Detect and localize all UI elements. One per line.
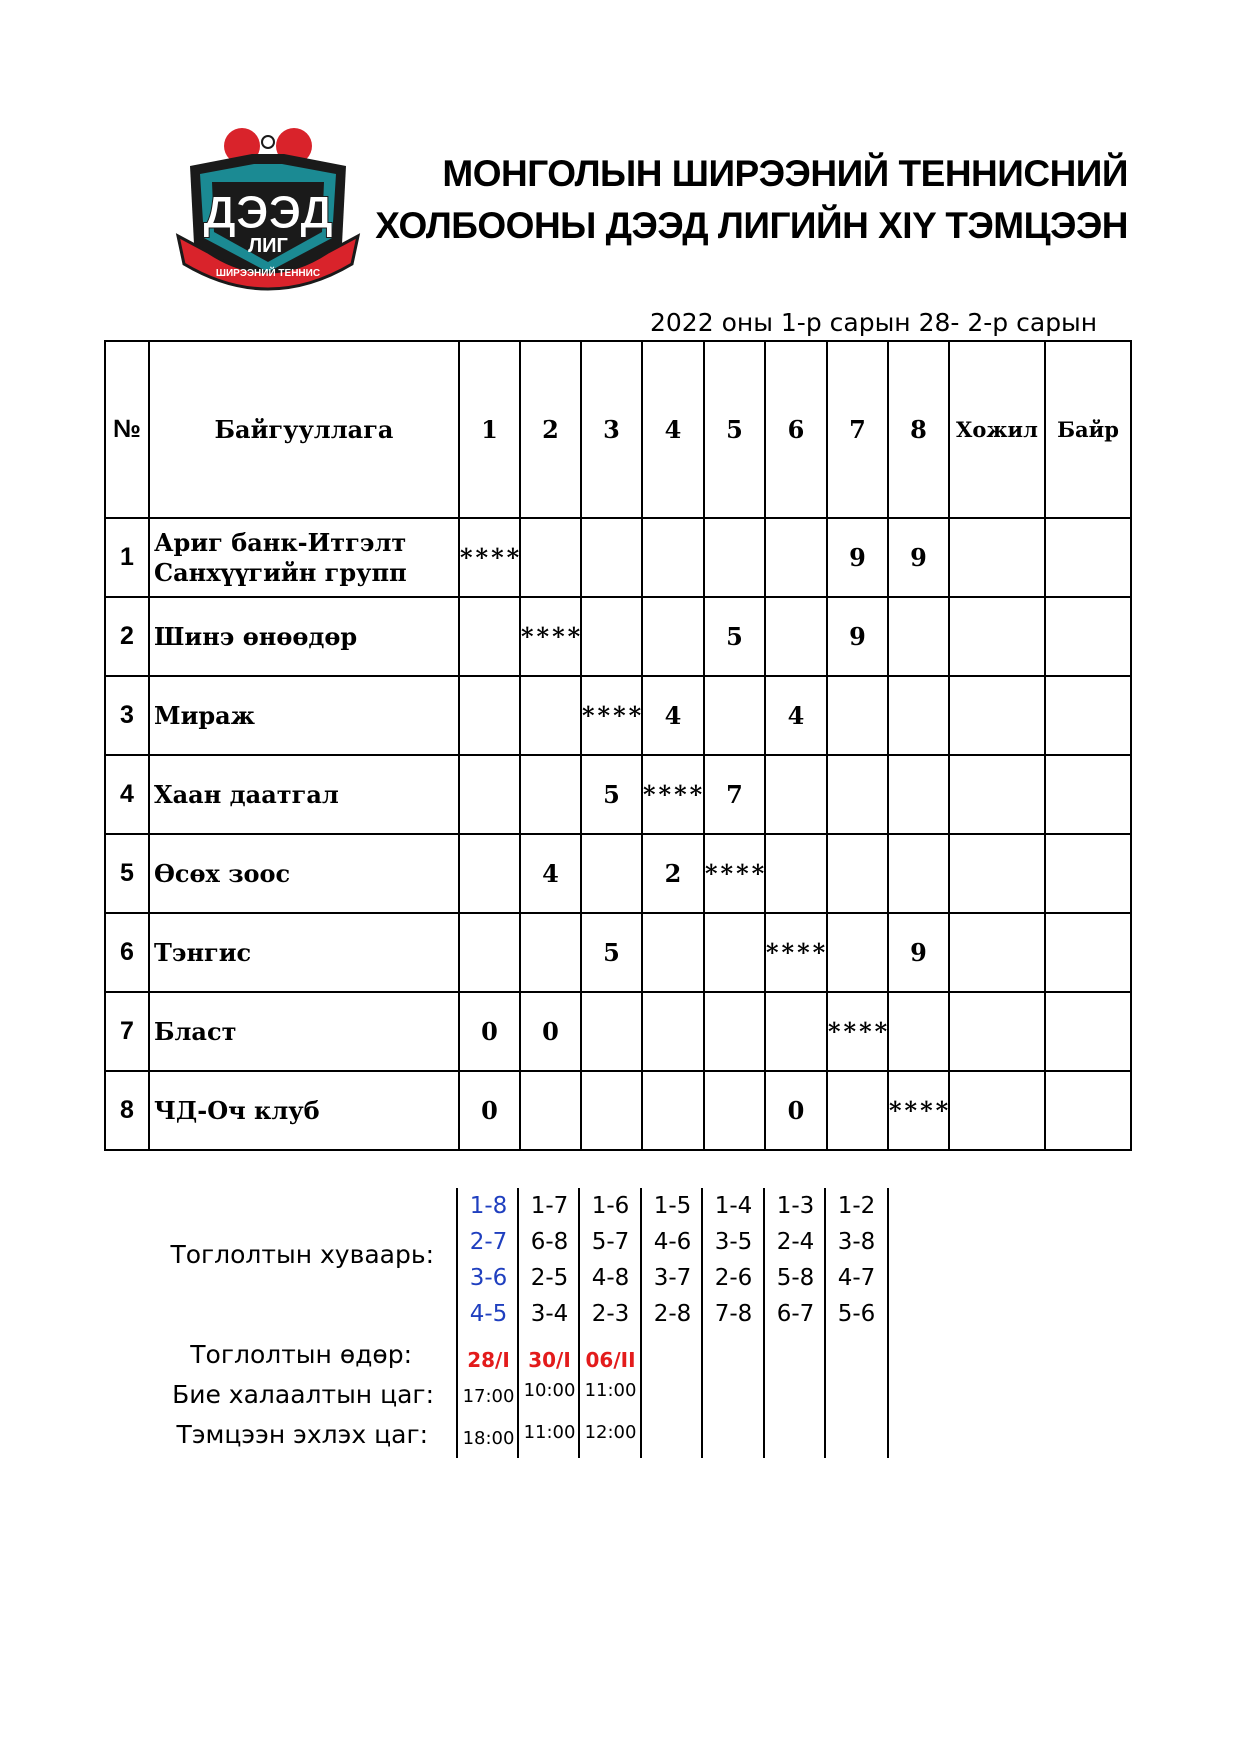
score-cell bbox=[827, 755, 888, 834]
table-row bbox=[105, 755, 1131, 834]
wins-cell bbox=[949, 834, 1045, 913]
start-time: 11:00 bbox=[523, 1422, 576, 1443]
schedule-round-column bbox=[763, 1188, 826, 1458]
warmup-time: 11:00 bbox=[584, 1380, 637, 1401]
score-cell: **** bbox=[888, 1071, 949, 1150]
score-cell bbox=[704, 1071, 765, 1150]
place-cell bbox=[1045, 1071, 1131, 1150]
match-pair: 3-7 bbox=[653, 1265, 692, 1291]
score-cell: 9 bbox=[827, 597, 888, 676]
score-cell bbox=[827, 913, 888, 992]
score-cell: 5 bbox=[704, 597, 765, 676]
match-pair: 2-5 bbox=[530, 1265, 569, 1291]
header-col-3: 3 bbox=[581, 341, 642, 518]
place-cell bbox=[1045, 755, 1131, 834]
score-cell: 4 bbox=[765, 676, 827, 755]
place-cell bbox=[1045, 518, 1131, 597]
score-cell: 5 bbox=[581, 755, 642, 834]
score-cell bbox=[459, 834, 520, 913]
warmup-time: 10:00 bbox=[523, 1380, 576, 1401]
score-cell: 9 bbox=[888, 913, 949, 992]
match-pair: 2-8 bbox=[653, 1301, 692, 1327]
table-row bbox=[105, 518, 1131, 597]
score-cell bbox=[765, 597, 827, 676]
score-cell: 5 bbox=[581, 913, 642, 992]
match-pair: 6-7 bbox=[776, 1301, 815, 1327]
row-number: 2 bbox=[105, 597, 149, 676]
place-cell bbox=[1045, 676, 1131, 755]
score-cell bbox=[888, 834, 949, 913]
score-cell bbox=[704, 992, 765, 1071]
score-cell bbox=[827, 676, 888, 755]
score-cell bbox=[642, 992, 704, 1071]
row-number: 5 bbox=[105, 834, 149, 913]
score-cell bbox=[520, 518, 581, 597]
match-pair: 1-3 bbox=[776, 1193, 815, 1219]
score-cell: **** bbox=[704, 834, 765, 913]
score-cell bbox=[642, 597, 704, 676]
score-cell bbox=[765, 755, 827, 834]
score-cell: 0 bbox=[459, 1071, 520, 1150]
team-name: ЧД-Оч клуб bbox=[149, 1071, 459, 1150]
schedule-label: Тоглолтын хуваарь: bbox=[170, 1240, 434, 1269]
score-cell bbox=[765, 834, 827, 913]
place-cell bbox=[1045, 834, 1131, 913]
match-pair: 2-4 bbox=[776, 1229, 815, 1255]
row-number: 6 bbox=[105, 913, 149, 992]
match-pair: 2-6 bbox=[714, 1265, 753, 1291]
match-pair: 4-6 bbox=[653, 1229, 692, 1255]
svg-text:ШИРЭЭНИЙ ТЕННИС: ШИРЭЭНИЙ ТЕННИС bbox=[215, 268, 321, 279]
warmup-time: 17:00 bbox=[462, 1386, 515, 1407]
wins-cell bbox=[949, 755, 1045, 834]
place-cell bbox=[1045, 992, 1131, 1071]
score-cell: 2 bbox=[642, 834, 704, 913]
table-row bbox=[105, 992, 1131, 1071]
header-row bbox=[105, 341, 1131, 518]
score-cell: 7 bbox=[704, 755, 765, 834]
score-cell bbox=[888, 676, 949, 755]
wins-cell bbox=[949, 597, 1045, 676]
score-cell: 9 bbox=[827, 518, 888, 597]
match-pair: 1-8 bbox=[469, 1193, 508, 1219]
score-cell: **** bbox=[459, 518, 520, 597]
score-cell bbox=[459, 597, 520, 676]
title-line-1: МОНГОЛЫН ШИРЭЭНИЙ ТЕННИСНИЙ bbox=[442, 153, 1128, 194]
svg-text:ЛИГ: ЛИГ bbox=[248, 235, 288, 257]
team-name: Хаан даатгал bbox=[149, 755, 459, 834]
match-day: 28/I bbox=[467, 1348, 510, 1372]
score-cell bbox=[581, 1071, 642, 1150]
document-title bbox=[375, 148, 1128, 252]
match-pair: 5-8 bbox=[776, 1265, 815, 1291]
wins-cell bbox=[949, 518, 1045, 597]
wins-cell bbox=[949, 913, 1045, 992]
score-cell bbox=[765, 992, 827, 1071]
match-pair: 2-7 bbox=[469, 1229, 508, 1255]
match-pair: 7-8 bbox=[714, 1301, 753, 1327]
score-cell: 0 bbox=[520, 992, 581, 1071]
match-pair: 3-6 bbox=[469, 1265, 508, 1291]
score-cell: 4 bbox=[520, 834, 581, 913]
team-name: Тэнгис bbox=[149, 913, 459, 992]
header-col-7: 7 bbox=[827, 341, 888, 518]
league-logo bbox=[172, 124, 364, 302]
match-pair: 5-7 bbox=[591, 1229, 630, 1255]
schedule-round-column bbox=[517, 1188, 580, 1458]
table-row bbox=[105, 1071, 1131, 1150]
wins-cell bbox=[949, 1071, 1045, 1150]
score-cell: **** bbox=[520, 597, 581, 676]
match-pair: 4-5 bbox=[469, 1301, 508, 1327]
header-col-2: 2 bbox=[520, 341, 581, 518]
title-line-2: ХОЛБООНЫ ДЭЭД ЛИГИЙН XIY ТЭМЦЭЭН bbox=[375, 205, 1128, 246]
svg-text:ДЭЭД: ДЭЭД bbox=[203, 186, 333, 238]
match-pair: 3-5 bbox=[714, 1229, 753, 1255]
match-day-label: Тоглолтын өдөр: bbox=[190, 1340, 412, 1369]
team-name: Шинэ өнөөдөр bbox=[149, 597, 459, 676]
header-col-4: 4 bbox=[642, 341, 704, 518]
match-pair: 2-3 bbox=[591, 1301, 630, 1327]
table-row bbox=[105, 597, 1131, 676]
team-name: Мираж bbox=[149, 676, 459, 755]
score-cell bbox=[704, 676, 765, 755]
score-cell bbox=[888, 755, 949, 834]
wins-cell bbox=[949, 676, 1045, 755]
match-pair: 1-6 bbox=[591, 1193, 630, 1219]
header-col-5: 5 bbox=[704, 341, 765, 518]
score-cell bbox=[642, 913, 704, 992]
schedule-round-column bbox=[824, 1188, 889, 1458]
team-name: Ариг банк-Итгэлт Санхүүгийн групп bbox=[149, 518, 459, 597]
score-cell bbox=[581, 834, 642, 913]
score-cell: 9 bbox=[888, 518, 949, 597]
score-cell: 0 bbox=[459, 992, 520, 1071]
score-cell bbox=[520, 913, 581, 992]
score-cell bbox=[581, 992, 642, 1071]
start-time: 18:00 bbox=[462, 1428, 515, 1449]
header-wins: Хожил bbox=[949, 341, 1045, 518]
score-cell bbox=[642, 518, 704, 597]
score-cell bbox=[888, 992, 949, 1071]
table-row bbox=[105, 676, 1131, 755]
date-range: 2022 оны 1-р сарын 28- 2-р сарын bbox=[650, 308, 1098, 337]
score-cell: 0 bbox=[765, 1071, 827, 1150]
match-pair: 6-8 bbox=[530, 1229, 569, 1255]
score-cell bbox=[704, 518, 765, 597]
score-cell bbox=[459, 676, 520, 755]
header-col-6: 6 bbox=[765, 341, 827, 518]
table-row bbox=[105, 834, 1131, 913]
place-cell bbox=[1045, 913, 1131, 992]
score-cell bbox=[827, 1071, 888, 1150]
match-pair: 5-6 bbox=[837, 1301, 876, 1327]
start-time-label: Тэмцээн эхлэх цаг: bbox=[176, 1420, 428, 1449]
team-name: Бласт bbox=[149, 992, 459, 1071]
score-cell bbox=[520, 676, 581, 755]
header-no: № bbox=[105, 341, 149, 518]
score-cell bbox=[459, 755, 520, 834]
header-col-1: 1 bbox=[459, 341, 520, 518]
wins-cell bbox=[949, 992, 1045, 1071]
place-cell bbox=[1045, 597, 1131, 676]
score-cell bbox=[765, 518, 827, 597]
match-day: 30/I bbox=[528, 1348, 571, 1372]
score-cell: **** bbox=[642, 755, 704, 834]
match-pair: 4-7 bbox=[837, 1265, 876, 1291]
row-number: 7 bbox=[105, 992, 149, 1071]
score-cell: **** bbox=[581, 676, 642, 755]
row-number: 3 bbox=[105, 676, 149, 755]
table-row bbox=[105, 913, 1131, 992]
standings-table bbox=[104, 340, 1132, 1151]
match-pair: 1-7 bbox=[530, 1193, 569, 1219]
match-day: 06/II bbox=[585, 1348, 636, 1372]
team-name: Өсөх зоос bbox=[149, 834, 459, 913]
score-cell: **** bbox=[827, 992, 888, 1071]
match-pair: 1-5 bbox=[653, 1193, 692, 1219]
score-cell: 4 bbox=[642, 676, 704, 755]
match-pair: 1-4 bbox=[714, 1193, 753, 1219]
header-place: Байр bbox=[1045, 341, 1131, 518]
score-cell: **** bbox=[765, 913, 827, 992]
score-cell bbox=[459, 913, 520, 992]
start-time: 12:00 bbox=[584, 1422, 637, 1443]
match-pair: 4-8 bbox=[591, 1265, 630, 1291]
warmup-time-label: Бие халаалтын цаг: bbox=[172, 1380, 434, 1409]
score-cell bbox=[827, 834, 888, 913]
score-cell bbox=[581, 518, 642, 597]
score-cell bbox=[581, 597, 642, 676]
score-cell bbox=[520, 755, 581, 834]
score-cell bbox=[642, 1071, 704, 1150]
score-cell bbox=[704, 913, 765, 992]
match-pair: 3-8 bbox=[837, 1229, 876, 1255]
schedule-round-column bbox=[456, 1188, 519, 1458]
match-pair: 1-2 bbox=[837, 1193, 876, 1219]
header-org: Байгууллага bbox=[149, 341, 459, 518]
row-number: 8 bbox=[105, 1071, 149, 1150]
match-pair: 3-4 bbox=[530, 1301, 569, 1327]
schedule-round-column bbox=[578, 1188, 641, 1458]
schedule-round-column bbox=[640, 1188, 703, 1458]
score-cell bbox=[888, 597, 949, 676]
score-cell bbox=[520, 1071, 581, 1150]
row-number: 4 bbox=[105, 755, 149, 834]
header-col-8: 8 bbox=[888, 341, 949, 518]
schedule-round-column bbox=[701, 1188, 764, 1458]
row-number: 1 bbox=[105, 518, 149, 597]
